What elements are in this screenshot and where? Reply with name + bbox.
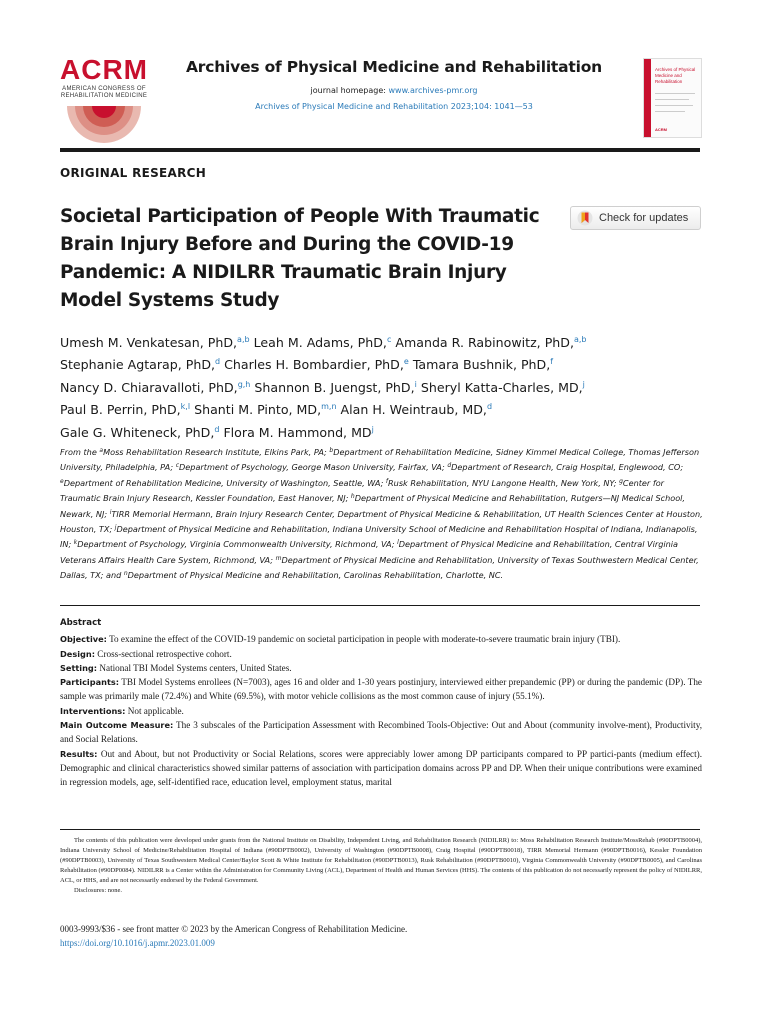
author[interactable] [194,402,336,417]
article-bottom-info [60,922,407,950]
affiliation [60,477,389,488]
check-for-updates-button[interactable] [570,206,701,230]
affiliation-text: Department of Research, Craig Hospital, Englewood, CO; [451,462,684,473]
affiliation-marker[interactable]: j [371,424,374,434]
abstract-label: Results: [60,748,98,759]
article-title: Societal Participation of People With Traumatic Brain Injury Before and During the COVID-19 Pandemic: A NIDILRR Traumatic Brain Injury Model Systems Study [60,206,540,311]
abstract [60,616,702,790]
affiliation-text: Department of Physical Medicine and Rehabilitation, University of Texas Southwestern Medical Center, Dallas, TX; and [60,554,699,581]
logo-arc-icon [61,102,147,144]
cover-line [655,93,695,94]
cover-line [655,99,689,100]
author-name: Paul B. Perrin, PhD, [60,402,181,418]
affiliation-marker[interactable]: d [214,424,220,434]
affiliation-letter: h [350,493,355,501]
author-name: Alan H. Weintraub, MD, [340,402,487,418]
cover-footer: ACRM [655,127,667,132]
section-type: ORIGINAL RESEARCH [60,166,207,180]
author-list [60,332,720,444]
abstract-item [60,647,702,661]
author-name: Shanti M. Pinto, MD, [194,402,322,418]
affiliation-marker[interactable]: j [582,379,585,389]
affiliation-marker[interactable]: i [414,379,417,389]
affiliation-prefix: From the [60,447,100,457]
author-name: Charles H. Bombardier, PhD, [224,357,404,373]
logo-subtitle [58,86,150,100]
author[interactable] [224,357,409,372]
author[interactable] [254,380,416,395]
abstract-label: Setting: [60,662,98,673]
abstract-item [60,704,702,718]
affiliation-text: Department of Physical Medicine and Rehabilitation, Central Virginia Veterans Affairs Health Care System, Richmond, VA; [60,539,679,565]
affiliation-letter: k [73,539,78,547]
affiliation-text: Department of Physical Medicine and Rehabilitation, Rutgers—NJ Medical School, Newark, NJ; [60,493,686,519]
journal-name: Archives of Physical Medicine and Rehabilitation [185,58,603,76]
issn-copyright: 0003-9993/$36 - see front matter © 2023 by the American Congress of Rehabilitation Medicine. [60,924,408,934]
author[interactable] [395,335,586,350]
author-name: Leah M. Adams, PhD, [253,335,387,350]
affiliation [60,447,329,457]
cover-line [655,111,685,112]
abstract-text: Not applicable. [127,705,184,716]
abstract-item [60,747,702,790]
abstract-text: TBI Model Systems enrollees (N=7003), ages 16 and older and 1-30 years postinjury, interviewed either prepandemic (PP) or during the pandemic (DP). The sample was primarily male (72.4%) and White (69.5%), with motor vehicle collisions as the most common cause of injury (55.1%). [60,677,702,702]
homepage-label: journal homepage: [310,86,386,95]
affiliation-letter: n [123,570,128,578]
affiliation [74,539,397,549]
abstract-item [60,718,702,747]
affiliation-letter: e [60,477,64,485]
author-name: Flora M. Hammond, MD [223,424,372,440]
logo-wordmark: ACRM [60,54,148,85]
abstract-heading: Abstract [60,618,102,628]
acrm-logo [58,56,150,144]
affiliation-text: TIRR Memorial Hermann, Brain Injury Research Center, Department of Physical Medicine & Rehabilitation, UT Health Sciences Center at Houston, Houston, TX; [60,508,703,535]
footnote-divider [60,829,700,830]
footnotes [60,836,702,895]
affiliation-letter: f [385,477,389,485]
author-name: Umesh M. Venkatesan, PhD, [60,335,238,350]
affiliation-letter: d [447,462,452,470]
logo-subtitle-line2: REHABILITATION MEDICINE [60,93,148,99]
author[interactable] [60,402,190,417]
author[interactable] [60,335,250,350]
abstract-text: National TBI Model Systems centers, United States. [99,662,292,673]
journal-header [160,58,628,111]
abstract-text: The 3 subscales of the Participation Assessment with Recombined Tools-Objective: Out and About (community involve-ment), Productivity, and Social Relations. [60,720,702,745]
cover-spine [644,59,651,137]
doi-link[interactable]: https://doi.org/10.1016/j.apmr.2023.01.009 [60,938,215,948]
abstract-item [60,661,702,675]
affiliation-letter: l [397,539,399,547]
author[interactable] [60,380,250,395]
logo-subtitle-line1: AMERICAN CONGRESS OF [62,86,146,92]
author[interactable] [223,425,373,440]
affiliation-letter: c [175,462,180,470]
abstract-text: Out and About, but not Productivity or Social Relations, scores were appreciably lower among DP participants compared to PP partici-pants (medium effect). Demographic and clinical characteristics showed similar patterns of association with participation domains across PP and DP. When their unique contributions were examined in regression models, age, self-identified race, education level, employment status, marital [60,748,703,788]
disclosures-footnote: Disclosures: none. [74,886,123,894]
homepage-link[interactable]: www.archives-pmr.org [388,86,478,95]
affiliation-text: Rusk Rehabilitation, NYU Langone Health, New York, NY; [388,477,620,488]
affiliation-text: Department of Physical Medicine and Rehabilitation, Carolinas Rehabilitation, Charlotte, NC. [127,570,504,581]
affiliation [447,462,683,472]
affiliation-letter: a [99,447,104,454]
author-name: Gale G. Whiteneck, PhD, [60,424,215,440]
affiliation [386,478,619,488]
affiliation-marker[interactable]: m,n [321,402,337,412]
author-name: Amanda R. Rabinowitz, PhD, [395,335,574,350]
affiliation [176,462,448,472]
abstract-text: Cross-sectional retrospective cohort. [97,648,232,659]
author-name: Stephanie Agtarap, PhD, [60,357,216,373]
author[interactable] [413,357,553,372]
affiliation-marker[interactable]: g,h [237,379,251,389]
author[interactable] [341,402,492,417]
bookmark-update-icon [577,210,593,226]
abstract-label: Design: [60,648,95,659]
affiliations [60,445,705,584]
affiliation-text: Department of Psychology, George Mason University, Fairfax, VA; [179,462,448,473]
affiliation-marker[interactable]: c [386,335,392,344]
abstract-label: Interventions: [60,705,126,716]
cover-line [655,105,693,106]
abstract-items [60,632,702,789]
affiliation-text: Department of Rehabilitation Medicine, University of Washington, Seattle, WA; [63,477,386,488]
affiliation-letter: m [275,554,282,562]
affiliation-letter: i [109,508,112,516]
citation-link[interactable]: Archives of Physical Medicine and Rehabilitation 2023;104: 1041—53 [255,102,533,111]
affiliation-text: Department of Rehabilitation Medicine, Sidney Kimmel Medical College, Thomas Jefferson University, Philadelphia, PA; [60,447,700,473]
affiliation-letter: j [114,524,117,532]
affiliation-text: Department of Physical Medicine and Rehabilitation, Indiana University School of Medicine and Rehabilitation Hospital of Indiana, Indianapolis, IN; [60,524,698,550]
affiliation-marker[interactable]: a,b [573,335,587,344]
author-name: Shannon B. Juengst, PhD, [254,379,415,395]
abstract-text: To examine the effect of the COVID-19 pandemic on societal participation in people with moderate-to-severe traumatic brain injury (TBI). [109,634,621,645]
author[interactable] [60,357,220,372]
abstract-label: Objective: [60,634,107,645]
affiliation-marker[interactable]: k,l [180,402,191,412]
abstract-item [60,632,702,646]
affiliation-text: Department of Psychology, Virginia Commonwealth University, Richmond, VA; [77,539,398,550]
abstract-label: Main Outcome Measure: [60,720,174,731]
affiliation-marker[interactable]: e [403,357,409,367]
abstract-label: Participants: [60,677,119,688]
author[interactable] [254,335,392,350]
abstract-item [60,675,702,704]
affiliation-marker[interactable]: f [550,357,554,367]
affiliation-text: Center for Traumatic Brain Injury Research, Kessler Foundation, East Hanover, NJ; [60,477,665,504]
author-name: Nancy D. Chiaravalloti, PhD, [60,379,238,395]
author-name: Sheryl Katta-Charles, MD, [420,379,583,395]
header-divider [60,148,700,152]
journal-cover-thumbnail[interactable] [643,58,702,138]
affiliation-text: Moss Rehabilitation Research Institute, Elkins Park, PA; [103,447,330,457]
affiliation-letter: b [329,447,334,454]
journal-homepage [160,86,628,95]
affiliation-marker[interactable]: d [486,402,493,412]
funding-footnote: The contents of this publication were developed under grants from the National Institute on Disability, Independent Living, and Rehabilitation Research (NIDILRR) to: Moss Rehabilitation Research Institute/MossRehab (#90DPTB0004), Indiana University School of Medicine/Rehabilitation Hospital of Indiana (#90DPTB0002), University of Washington (#90DPTB0008), Craig Hospital (#90DPTB0018), TIRR Memorial Hermann (#90DPTB0016), Kessler Foundation (#90DPTB0003), University of Texas Southwestern Medical Center/Baylor Scott & White Institute for Rehabilitation (#90DPTB0013), Rusk Rehabilitation (#90DPTB0010), Virginia Commonwealth University (#90DPTB0005), and Carolinas Rehabilitation (#90DP0084). NIDILRR is a Center within the Administration for Community Living (ACL), Department of Health and Human Services (HHS). The contents of this publication do not necessarily represent the policy of NIDILRR, ACL, or HHS, and are not necessarily endorsed by the Federal Government. [60,837,702,884]
affiliation-marker[interactable]: d [215,357,221,367]
abstract-divider [60,605,700,606]
affiliation [124,570,503,580]
check-for-updates-label: Check for updates [599,212,689,224]
cover-title: Archives of Physical Medicine and Rehabilitation [655,67,696,84]
author[interactable] [60,425,219,440]
author-name: Tamara Bushnik, PhD, [412,357,551,373]
affiliation-marker[interactable]: a,b [237,335,250,344]
author[interactable] [421,380,585,395]
affiliation-letter: g [619,477,623,485]
